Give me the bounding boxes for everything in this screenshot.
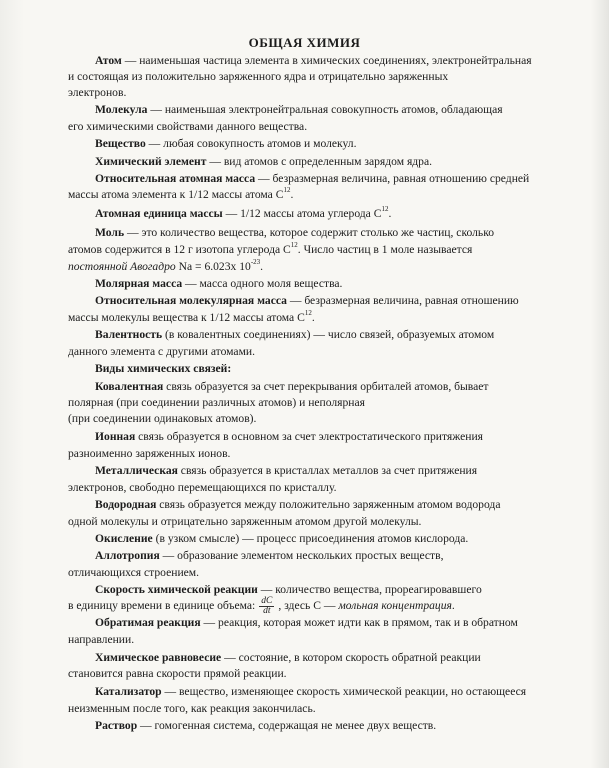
definition-mole-line3: постоянной Авогадро Na = 6.023х $10^{-23}$.: [68, 258, 264, 273]
term-oxidation: Окисление: [95, 532, 153, 545]
term-element: Химический элемент: [95, 155, 207, 168]
term-mole: Моль: [95, 226, 125, 239]
definition-mole-line1: Моль — это количество вещества, которое содержит столько же частиц, сколько: [95, 226, 495, 239]
definition-metallic-line1: Металлическая связь образуется в кристаллах металлов за счет притяжения: [95, 464, 478, 477]
definition-solution: Раствор — гомогенная система, содержащая не менее двух веществ.: [95, 719, 437, 732]
definition-molecule-line1: Молекула — наименьшая электронейтральная совокупность атомов, обладающая: [95, 103, 503, 116]
definition-rel-atomic-mass-line2: массы атома элемента к 1/12 массы атома $С^{12}$.: [68, 186, 294, 201]
term-ionic: Ионная: [95, 430, 136, 443]
term-solution: Раствор: [95, 719, 138, 732]
definition-hydrogen-line2: одной молекулы и отрицательно заряженным атомом другой молекулы.: [68, 515, 422, 528]
definition-allotropy-line2: отличающихся строением.: [68, 566, 200, 579]
definition-covalent-line2: полярная (при соединении различных атомов) и неполярная: [68, 396, 365, 409]
definition-rel-atomic-mass-line1: Относительная атомная масса — безразмерная величина, равная отношению средней: [95, 172, 530, 185]
definition-substance: Вещество — любая совокупность атомов и молекул.: [95, 137, 357, 150]
definition-rate-line2: в единицу времени в единице объема: $\frac{dC}{dt}$ , здесь С — мольная концентрация.: [68, 595, 455, 616]
term-molar-mass: Молярная масса: [95, 277, 183, 290]
definition-atom-line3: электронов.: [68, 86, 127, 99]
term-valence: Валентность: [95, 328, 163, 341]
term-hydrogen: Водородная: [95, 498, 157, 511]
term-rel-molecular-mass: Относительная молекулярная масса: [95, 294, 287, 307]
rate-fraction: $\frac{dC}{dt}$: [261, 595, 273, 616]
definition-ionic-line2: разноименно заряженных ионов.: [68, 447, 231, 460]
definition-ionic-line1: Ионная связь образуется в основном за счет электростатического притяжения: [95, 430, 483, 443]
definition-equilibrium-line2: становится равна скорости прямой реакции.: [68, 667, 287, 680]
definition-reversible-line2: направлении.: [68, 633, 135, 646]
definition-oxidation: Окисление (в узком смысле) — процесс присоединения атомов кислорода.: [95, 532, 469, 545]
definition-molar-mass: Молярная масса — масса одного моля вещества.: [95, 277, 343, 290]
term-substance: Вещество: [95, 137, 146, 150]
definition-atom-line2: и состоящая из положительно заряженного ядра и отрицательно заряженных: [68, 70, 449, 83]
definition-reversible-line1: Обратимая реакция — реакция, которая может идти как в прямом, так и в обратном: [95, 616, 518, 629]
term-atom: Атом: [95, 54, 122, 67]
definition-valence-line2: данного элемента с другими атомами.: [68, 345, 256, 358]
page-title: ОБЩАЯ ХИМИЯ: [248, 35, 361, 50]
term-covalent: Ковалентная: [95, 380, 164, 393]
definition-rate-line1: Скорость химической реакции — количество вещества, прореагировавшего: [95, 583, 482, 596]
definition-mole-line2: атомов содержится в 12 г изотопа углерода $С^{12}$. Число частиц в 1 моле называется: [68, 241, 473, 256]
definition-element: Химический элемент — вид атомов с определенным зарядом ядра.: [95, 155, 433, 168]
term-rate: Скорость химической реакции: [95, 583, 258, 596]
definition-covalent-line3: (при соединении одинаковых атомов).: [68, 412, 257, 425]
definition-atom-line1: Атом — наименьшая частица элемента в химических соединениях, электронейтральная: [95, 54, 532, 67]
definition-catalyst-line1: Катализатор — вещество, изменяющее скорость химической реакции, но остающееся: [95, 685, 527, 698]
term-allotropy: Аллотропия: [95, 549, 160, 562]
definition-rel-molecular-mass-line1: Относительная молекулярная масса — безразмерная величина, равная отношению: [95, 294, 519, 307]
term-catalyst: Катализатор: [95, 685, 162, 698]
term-metallic: Металлическая: [95, 464, 178, 477]
definition-covalent-line1: Ковалентная связь образуется за счет перекрывания орбиталей атомов, бывает: [95, 380, 489, 393]
definition-hydrogen-line1: Водородная связь образуется между положительно заряженным атомом водорода: [95, 498, 501, 511]
section-heading-bond-types: Виды химических связей:: [95, 362, 232, 375]
term-molecule: Молекула: [95, 103, 148, 116]
definition-metallic-line2: электронов, свободно перемещающихся по кристаллу.: [68, 481, 337, 494]
term-amu: Атомная единица массы: [95, 207, 223, 220]
definition-equilibrium-line1: Химическое равновесие — состояние, в котором скорость обратной реакции: [95, 651, 481, 664]
definition-allotropy-line1: Аллотропия — образование элементом нескольких простых веществ,: [95, 549, 444, 562]
definition-rel-molecular-mass-line2: массы молекулы вещества к 1/12 массы атома $С^{12}$.: [68, 309, 315, 324]
definition-molecule-line2: его химическими свойствами данного вещества.: [68, 120, 308, 133]
definition-amu: Атомная единица массы — 1/12 массы атома углерода $С^{12}$.: [95, 205, 392, 220]
definition-valence-line1: Валентность (в ковалентных соединениях) — число связей, образуемых атомом: [95, 328, 495, 341]
definition-catalyst-line2: неизменным после того, как реакция закончилась.: [68, 702, 316, 715]
term-rel-atomic-mass: Относительная атомная масса: [95, 172, 256, 185]
term-equilibrium: Химическое равновесие: [95, 651, 222, 664]
term-reversible: Обратимая реакция: [95, 616, 201, 629]
